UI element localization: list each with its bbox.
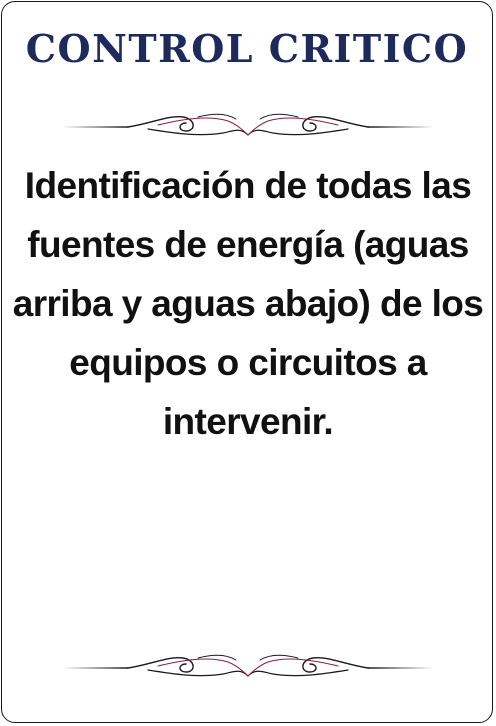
card-title: CONTROL CRITICO (25, 26, 469, 71)
flourish-divider-icon (58, 648, 438, 688)
flourish-divider-icon (58, 107, 438, 147)
control-description: Identificación de todas las fuentes de energía (aguas arriba y aguas abajo) de los equipos o circuitos a intervenir. (12, 165, 484, 442)
